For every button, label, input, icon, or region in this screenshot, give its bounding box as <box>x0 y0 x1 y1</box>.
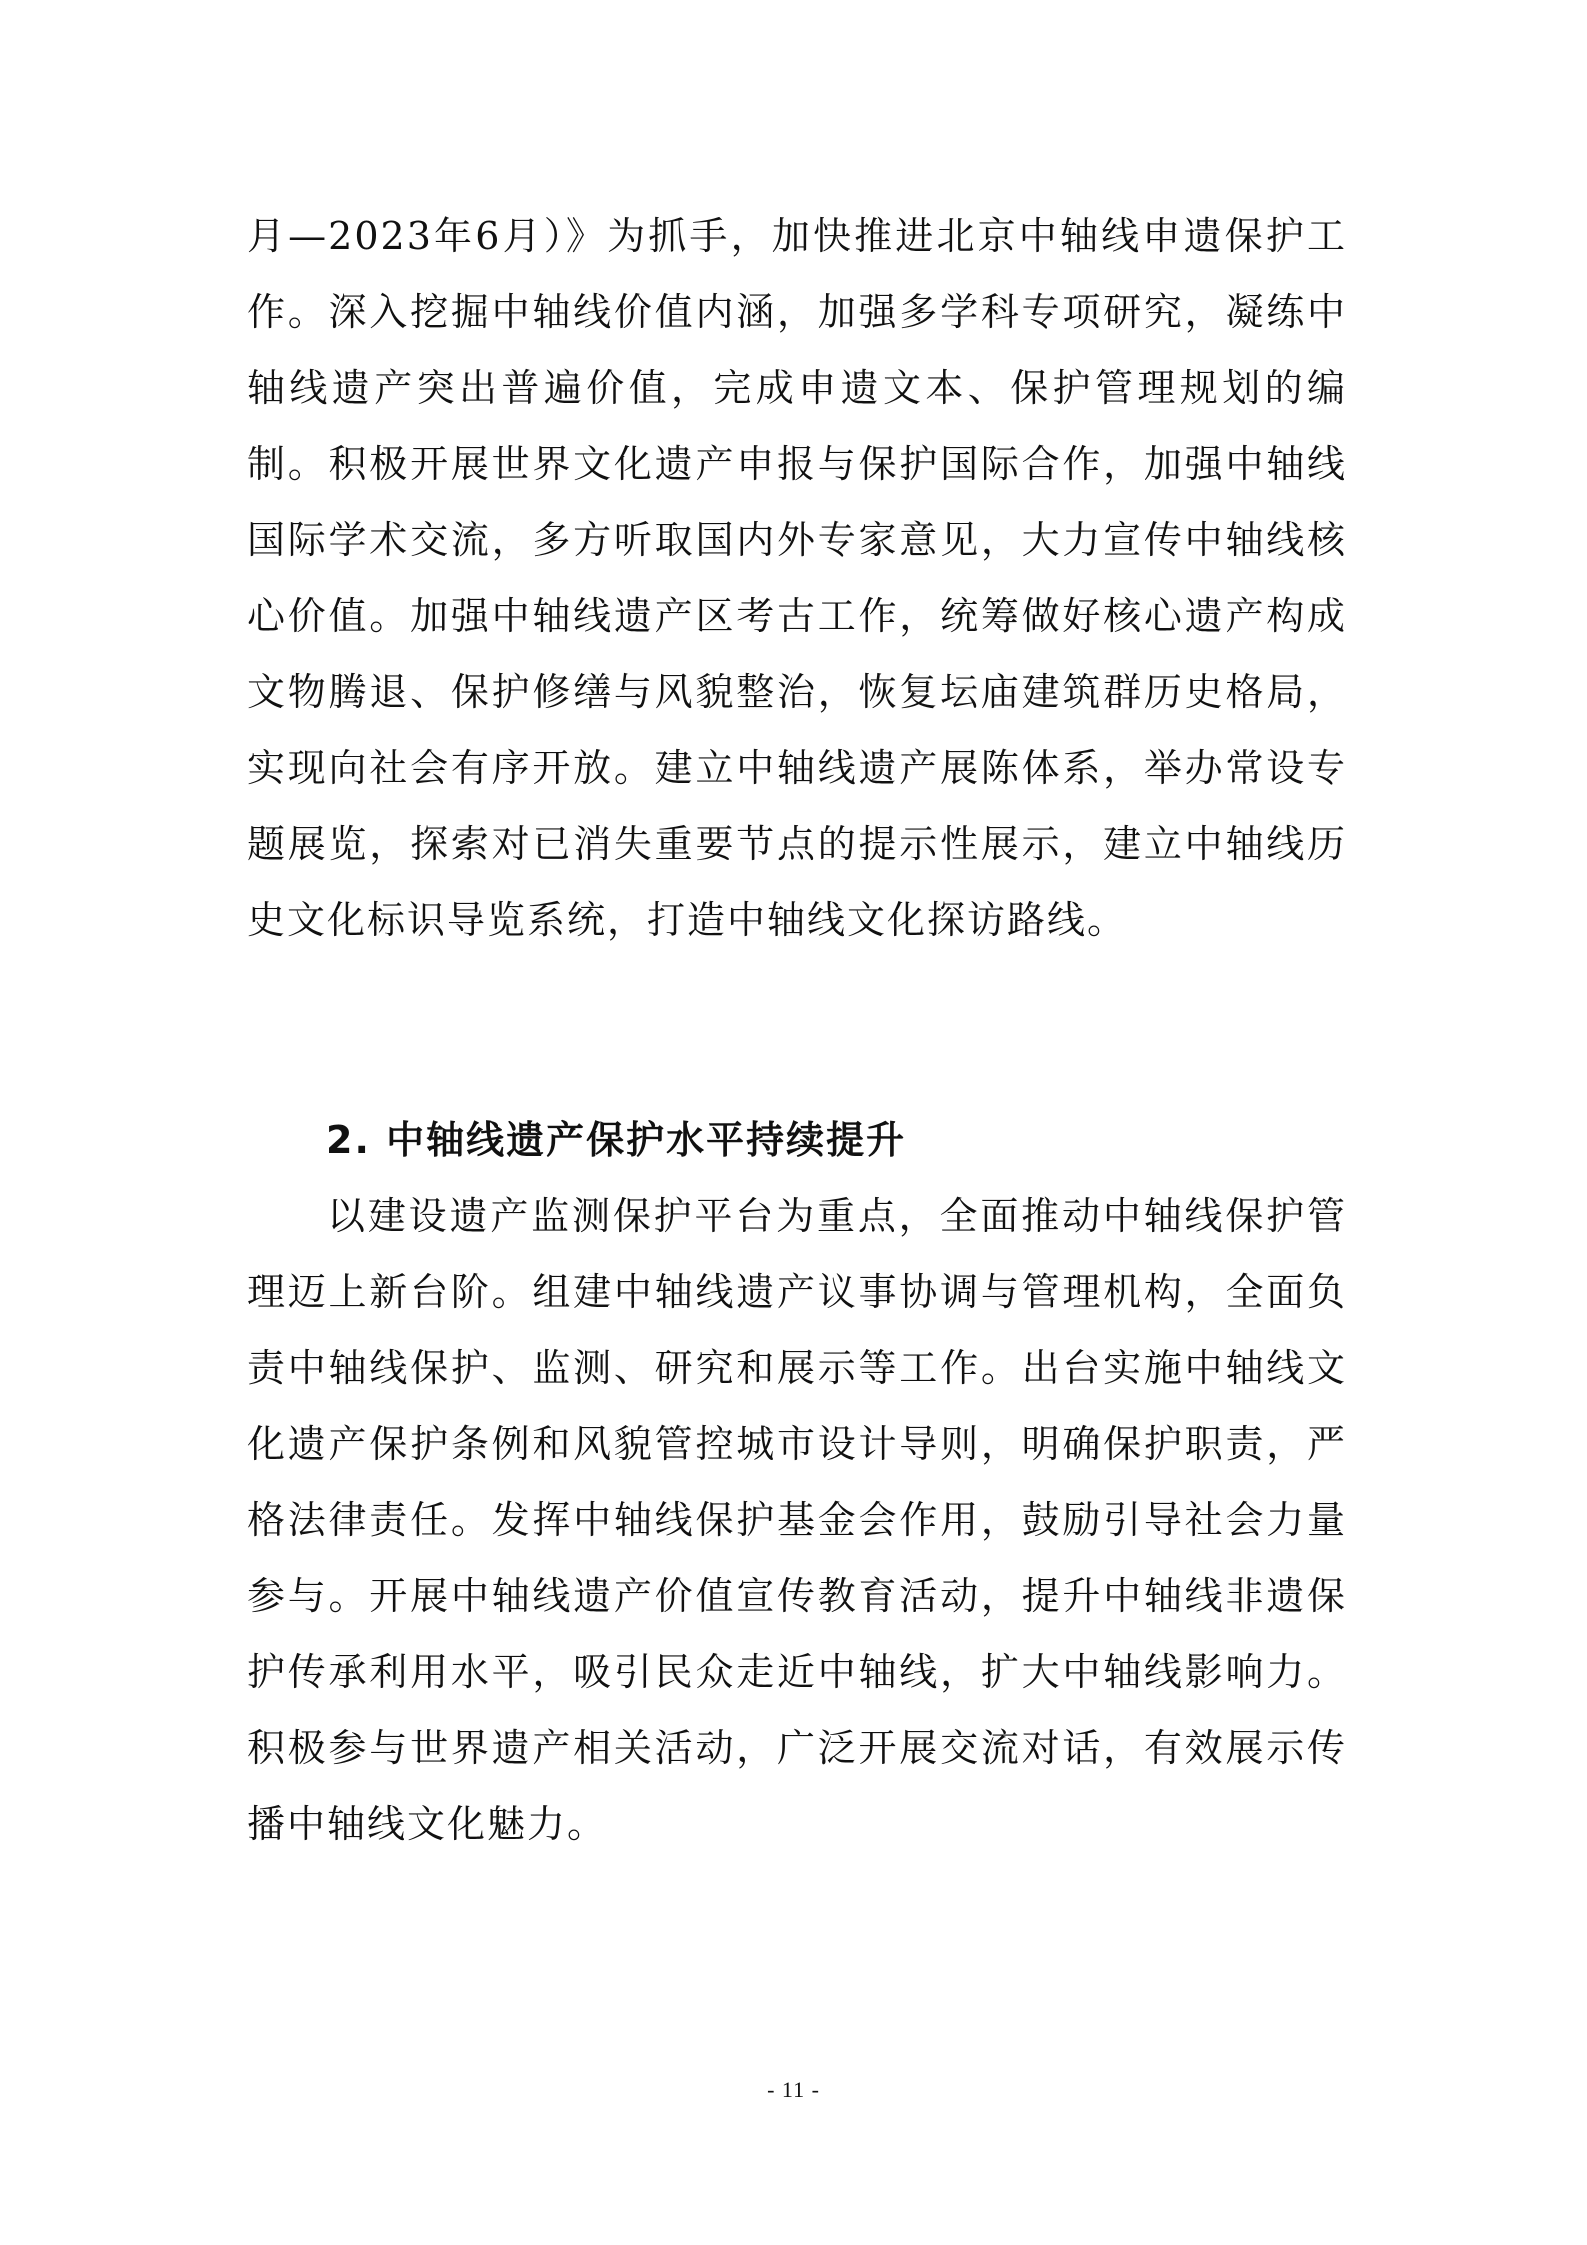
paragraph-continuation: 月—2023年6月）》为抓手，加快推进北京中轴线申遗保护工作。深入挖掘中轴线价值内涵，加强多学科专项研究，凝练中轴线遗产突出普遍价值，完成申遗文本、保护管理规划的编制。积极开展世界文化遗产申报与保护国际合作，加强中轴线国际学术交流，多方听取国内外专家意见，大力宣传中轴线核心价值。加强中轴线遗产区考古工作，统筹做好核心遗产构成文物腾退、保护修缮与风貌整治，恢复坛庙建筑群历史格局，实现向社会有序开放。建立中轴线遗产展陈体系，举办常设专题展览，探索对已消失重要节点的提示性展示，建立中轴线历史文化标识导览系统，打造中轴线文化探访路线。 <box>247 214 1347 942</box>
section-paragraph: 以建设遗产监测保护平台为重点，全面推动中轴线保护管理迈上新台阶。组建中轴线遗产议事协调与管理机构，全面负责中轴线保护、监测、研究和展示等工作。出台实施中轴线文化遗产保护条例和风貌管控城市设计导则，明确保护职责，严格法律责任。发挥中轴线保护基金会作用，鼓励引导社会力量参与。开展中轴线遗产价值宣传教育活动，提升中轴线非遗保护传承利用水平，吸引民众走近中轴线，扩大中轴线影响力。积极参与世界遗产相关活动，广泛开展交流对话，有效展示传播中轴线文化魅力。 <box>247 1194 1347 1846</box>
section-heading: 2. 中轴线遗产保护水平持续提升 <box>326 1118 907 1162</box>
page-number: - 11 - <box>767 2077 820 2102</box>
